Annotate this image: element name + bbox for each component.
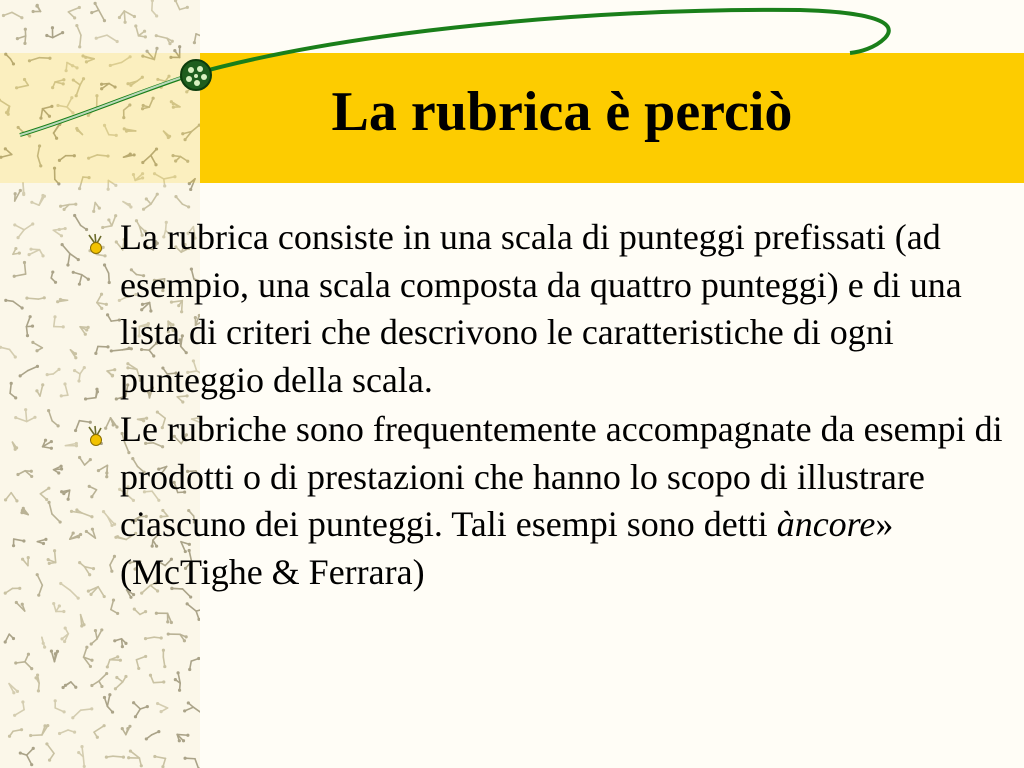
bullet-text-start: Le rubriche sono frequentemente accompagnate da esempi di prodotti o di prestazioni che hanno lo scopo di illustrare ciascuno dei punteggi. Tali esempi sono detti xyxy=(120,409,1003,544)
molecule-glyph xyxy=(50,649,59,661)
title-band-left xyxy=(0,53,200,183)
molecule-glyph xyxy=(0,346,17,359)
molecule-glyph xyxy=(144,636,163,640)
molecule-glyph xyxy=(13,700,24,716)
molecule-glyph xyxy=(2,12,24,19)
molecule-glyph xyxy=(52,602,65,613)
molecule-glyph xyxy=(47,501,61,524)
molecule-glyph xyxy=(121,725,132,735)
molecule-glyph xyxy=(13,261,26,278)
molecule-glyph xyxy=(153,755,165,768)
molecule-glyph xyxy=(4,493,19,503)
molecule-glyph xyxy=(31,341,42,353)
molecule-glyph xyxy=(25,296,45,300)
molecule-glyph xyxy=(114,675,128,690)
molecule-glyph xyxy=(15,601,25,611)
molecule-glyph xyxy=(118,11,136,24)
molecule-glyph xyxy=(75,24,81,48)
bullet-text-end: » (McTighe & Ferrara) xyxy=(120,504,894,592)
molecule-glyph xyxy=(155,612,173,624)
molecule-glyph xyxy=(19,747,35,766)
molecule-glyph xyxy=(60,490,70,501)
molecule-glyph xyxy=(174,195,190,208)
bullet-text-italic: àncore xyxy=(776,504,876,544)
molecule-glyph xyxy=(13,247,21,255)
molecule-glyph xyxy=(59,203,77,211)
molecule-glyph xyxy=(4,299,24,310)
molecule-glyph xyxy=(113,639,127,648)
molecule-glyph xyxy=(127,749,143,767)
molecule-glyph xyxy=(51,270,57,283)
molecule-glyph xyxy=(35,383,44,396)
molecule-glyph xyxy=(47,409,60,428)
molecule-glyph xyxy=(60,626,68,643)
molecule-glyph xyxy=(59,582,80,600)
molecule-glyph xyxy=(56,298,67,303)
molecule-glyph xyxy=(174,0,189,10)
molecule-glyph xyxy=(14,653,33,671)
molecule-glyph xyxy=(142,193,159,211)
molecule-glyph xyxy=(8,728,23,738)
bullet-text xyxy=(120,406,1004,596)
molecule-glyph xyxy=(177,734,189,743)
molecule-glyph xyxy=(10,382,18,400)
molecule-glyph xyxy=(12,539,26,547)
molecule-glyph xyxy=(111,599,119,616)
molecule-glyph xyxy=(26,315,34,337)
molecule-glyph xyxy=(20,507,28,515)
molecule-glyph xyxy=(167,632,188,642)
molecule-glyph xyxy=(58,730,76,735)
molecule-glyph xyxy=(53,315,64,328)
molecule-glyph xyxy=(43,439,53,450)
slide-title: La rubrica è perciò xyxy=(331,81,793,143)
bullet-item xyxy=(84,214,1004,404)
molecule-glyph xyxy=(42,637,47,648)
molecule-glyph xyxy=(134,24,147,38)
molecule-glyph xyxy=(149,674,166,684)
molecule-glyph xyxy=(21,556,30,566)
molecule-glyph xyxy=(183,757,200,768)
molecule-glyph xyxy=(103,693,114,714)
molecule-glyph xyxy=(61,682,77,689)
molecule-glyph xyxy=(29,724,49,737)
bullet-text: La rubrica consiste in una scala di punteggi prefissati (ad esempio, una scala composta da quattro punteggi) e di una lista di criteri che descrivono le caratteristiche di ogni punteggio della scala. xyxy=(120,217,962,400)
molecule-glyph xyxy=(90,628,104,645)
molecule-glyph xyxy=(65,442,78,447)
molecule-glyph xyxy=(155,34,174,45)
molecule-glyph xyxy=(13,222,34,239)
molecule-glyph xyxy=(34,673,40,692)
molecule-glyph xyxy=(32,4,41,13)
molecule-glyph xyxy=(162,649,167,669)
molecule-glyph xyxy=(92,203,101,213)
molecule-glyph xyxy=(71,707,93,719)
molecule-glyph xyxy=(77,745,86,768)
molecule-glyph xyxy=(9,684,19,695)
molecule-glyph xyxy=(36,573,43,597)
molecule-glyph xyxy=(136,655,147,670)
molecule-glyph xyxy=(151,0,158,18)
molecule-glyph xyxy=(61,243,80,267)
molecule-glyph xyxy=(70,350,77,360)
molecule-glyph xyxy=(46,368,61,377)
sparkle-bullet-icon xyxy=(84,232,108,256)
molecule-glyph xyxy=(12,442,18,451)
molecule-glyph xyxy=(132,701,149,718)
molecule-glyph xyxy=(193,34,200,44)
molecule-glyph xyxy=(106,655,122,668)
molecule-glyph xyxy=(47,549,57,565)
molecule-glyph xyxy=(60,382,68,397)
molecule-glyph xyxy=(54,465,64,475)
molecule-glyph xyxy=(22,183,25,196)
sparkle-bullet-icon xyxy=(84,424,108,448)
molecule-glyph xyxy=(90,672,108,688)
molecule-glyph xyxy=(40,487,50,502)
molecule-glyph xyxy=(80,615,85,628)
molecule-glyph xyxy=(186,602,200,621)
molecule-glyph xyxy=(70,531,82,539)
molecule-glyph xyxy=(123,202,132,209)
molecule-glyph xyxy=(16,28,27,45)
molecule-glyph xyxy=(14,189,22,201)
molecule-glyph xyxy=(4,587,22,595)
molecule-glyph xyxy=(156,702,168,713)
molecule-glyph xyxy=(84,646,94,668)
molecule-glyph xyxy=(133,608,147,615)
molecule-glyph xyxy=(4,634,15,643)
molecule-glyph xyxy=(95,35,119,43)
molecule-glyph xyxy=(145,730,161,740)
molecule-glyph xyxy=(14,408,36,421)
molecule-glyph xyxy=(174,671,181,692)
molecule-glyph xyxy=(37,538,47,545)
molecule-glyph xyxy=(90,2,106,22)
molecule-glyph xyxy=(68,6,81,20)
molecule-glyph xyxy=(28,248,45,258)
molecule-glyph xyxy=(105,755,125,758)
bullet-item xyxy=(84,406,1004,596)
molecule-glyph xyxy=(45,742,54,761)
molecule-glyph xyxy=(53,227,66,237)
molecule-glyph xyxy=(16,470,33,478)
molecule-glyph xyxy=(30,194,46,205)
bullet-list xyxy=(84,214,1004,598)
molecule-glyph xyxy=(54,699,66,713)
molecule-glyph xyxy=(45,26,64,37)
molecule-glyph xyxy=(188,657,200,671)
molecule-glyph xyxy=(94,724,106,739)
molecule-glyph xyxy=(183,701,200,714)
molecule-glyph xyxy=(19,365,39,378)
